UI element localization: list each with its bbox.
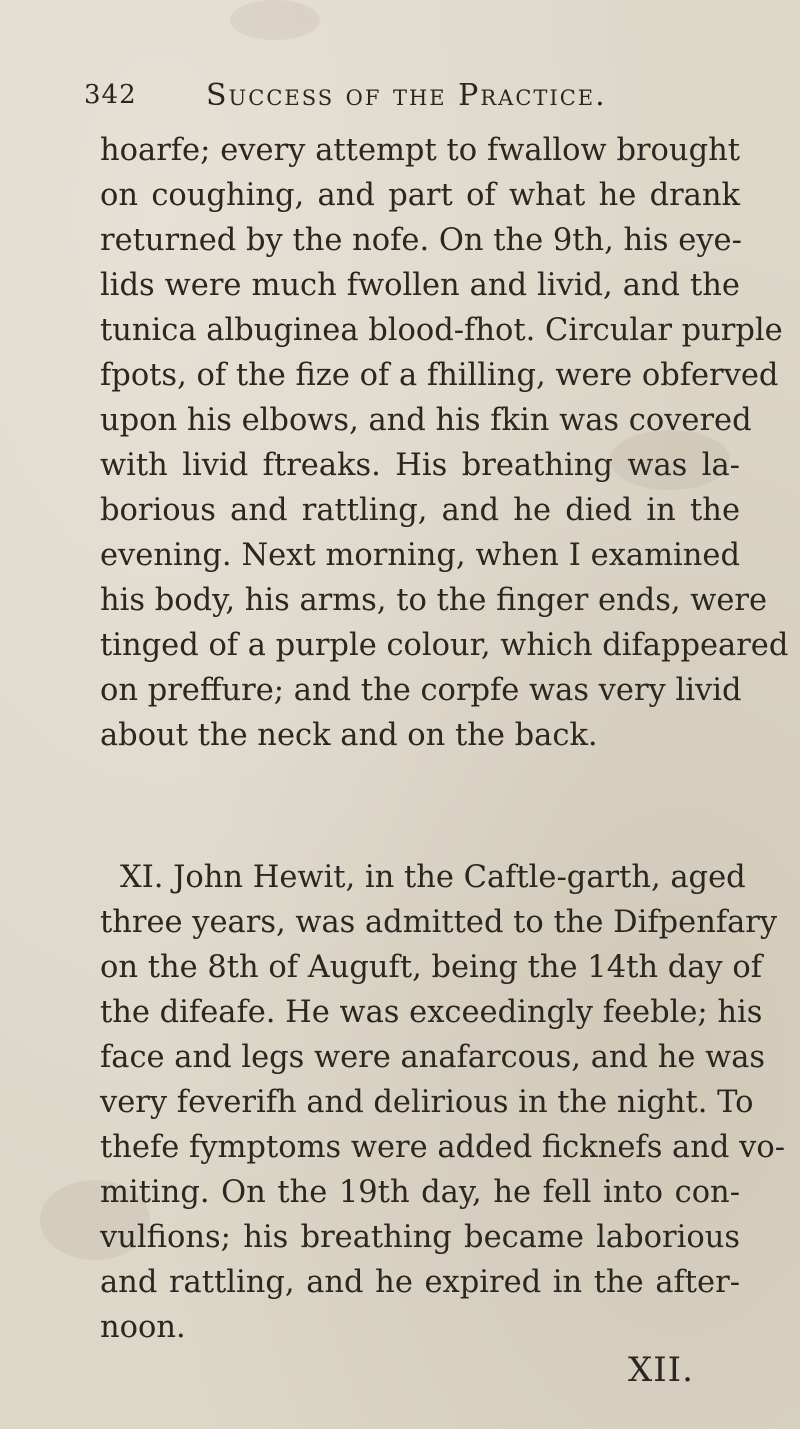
text-line: tinged of a purple colour, which difappeared: [100, 628, 789, 663]
text-line: the difeafe. He was exceedingly feeble; his: [100, 995, 763, 1030]
text-line: upon his elbows, and his fkin was covered: [100, 403, 752, 438]
running-title: Success of the Practice.: [206, 78, 607, 113]
text-line: lids were much fwollen and livid, and the: [100, 268, 740, 303]
paragraph-case-xi: [100, 855, 785, 1350]
text-line: tunica albuginea blood-fhot. Circular purple: [100, 313, 783, 348]
text-line: face and legs were anafarcous, and he was: [100, 1040, 766, 1075]
text-line: with livid ftreaks. His breathing was la-: [100, 448, 740, 483]
text-line: vulfions; his breathing became laborious: [100, 1220, 740, 1255]
text-line: borious and rattling, and he died in the: [100, 493, 740, 528]
text-line: about the neck and on the back.: [100, 718, 598, 753]
text-line: hoarfe; every attempt to fwallow brought: [100, 133, 740, 168]
text-line: on the 8th of Auguft, being the 14th day of: [100, 950, 762, 985]
text-line: thefe fymptoms were added ficknefs and vo-: [100, 1130, 785, 1165]
text-line: three years, was admitted to the Difpenfary: [100, 905, 778, 940]
paper-stain: [230, 0, 320, 40]
text-line: his body, his arms, to the finger ends, were: [100, 583, 768, 618]
page-header: [84, 72, 740, 122]
text-line: returned by the nofe. On the 9th, his eye-: [100, 223, 742, 258]
text-line: noon.: [100, 1310, 186, 1345]
text-line: on coughing, and part of what he drank: [100, 178, 740, 213]
page-number: 342: [84, 80, 137, 110]
text-line: evening. Next morning, when I examined: [100, 538, 740, 573]
text-line: and rattling, and he expired in the after-: [100, 1265, 740, 1300]
text-line: very feverifh and delirious in the night. To: [100, 1085, 754, 1120]
text-line: on preffure; and the corpfe was very livid: [100, 673, 742, 708]
paragraph-case-x-continued: [100, 128, 789, 758]
text-line: miting. On the 19th day, he fell into con-: [100, 1175, 740, 1210]
catchword: XII.: [628, 1350, 694, 1390]
case-heading-line: XI. John Hewit, in the Caftle-garth, aged: [120, 860, 746, 895]
text-line: fpots, of the fize of a fhilling, were obferved: [100, 358, 779, 393]
